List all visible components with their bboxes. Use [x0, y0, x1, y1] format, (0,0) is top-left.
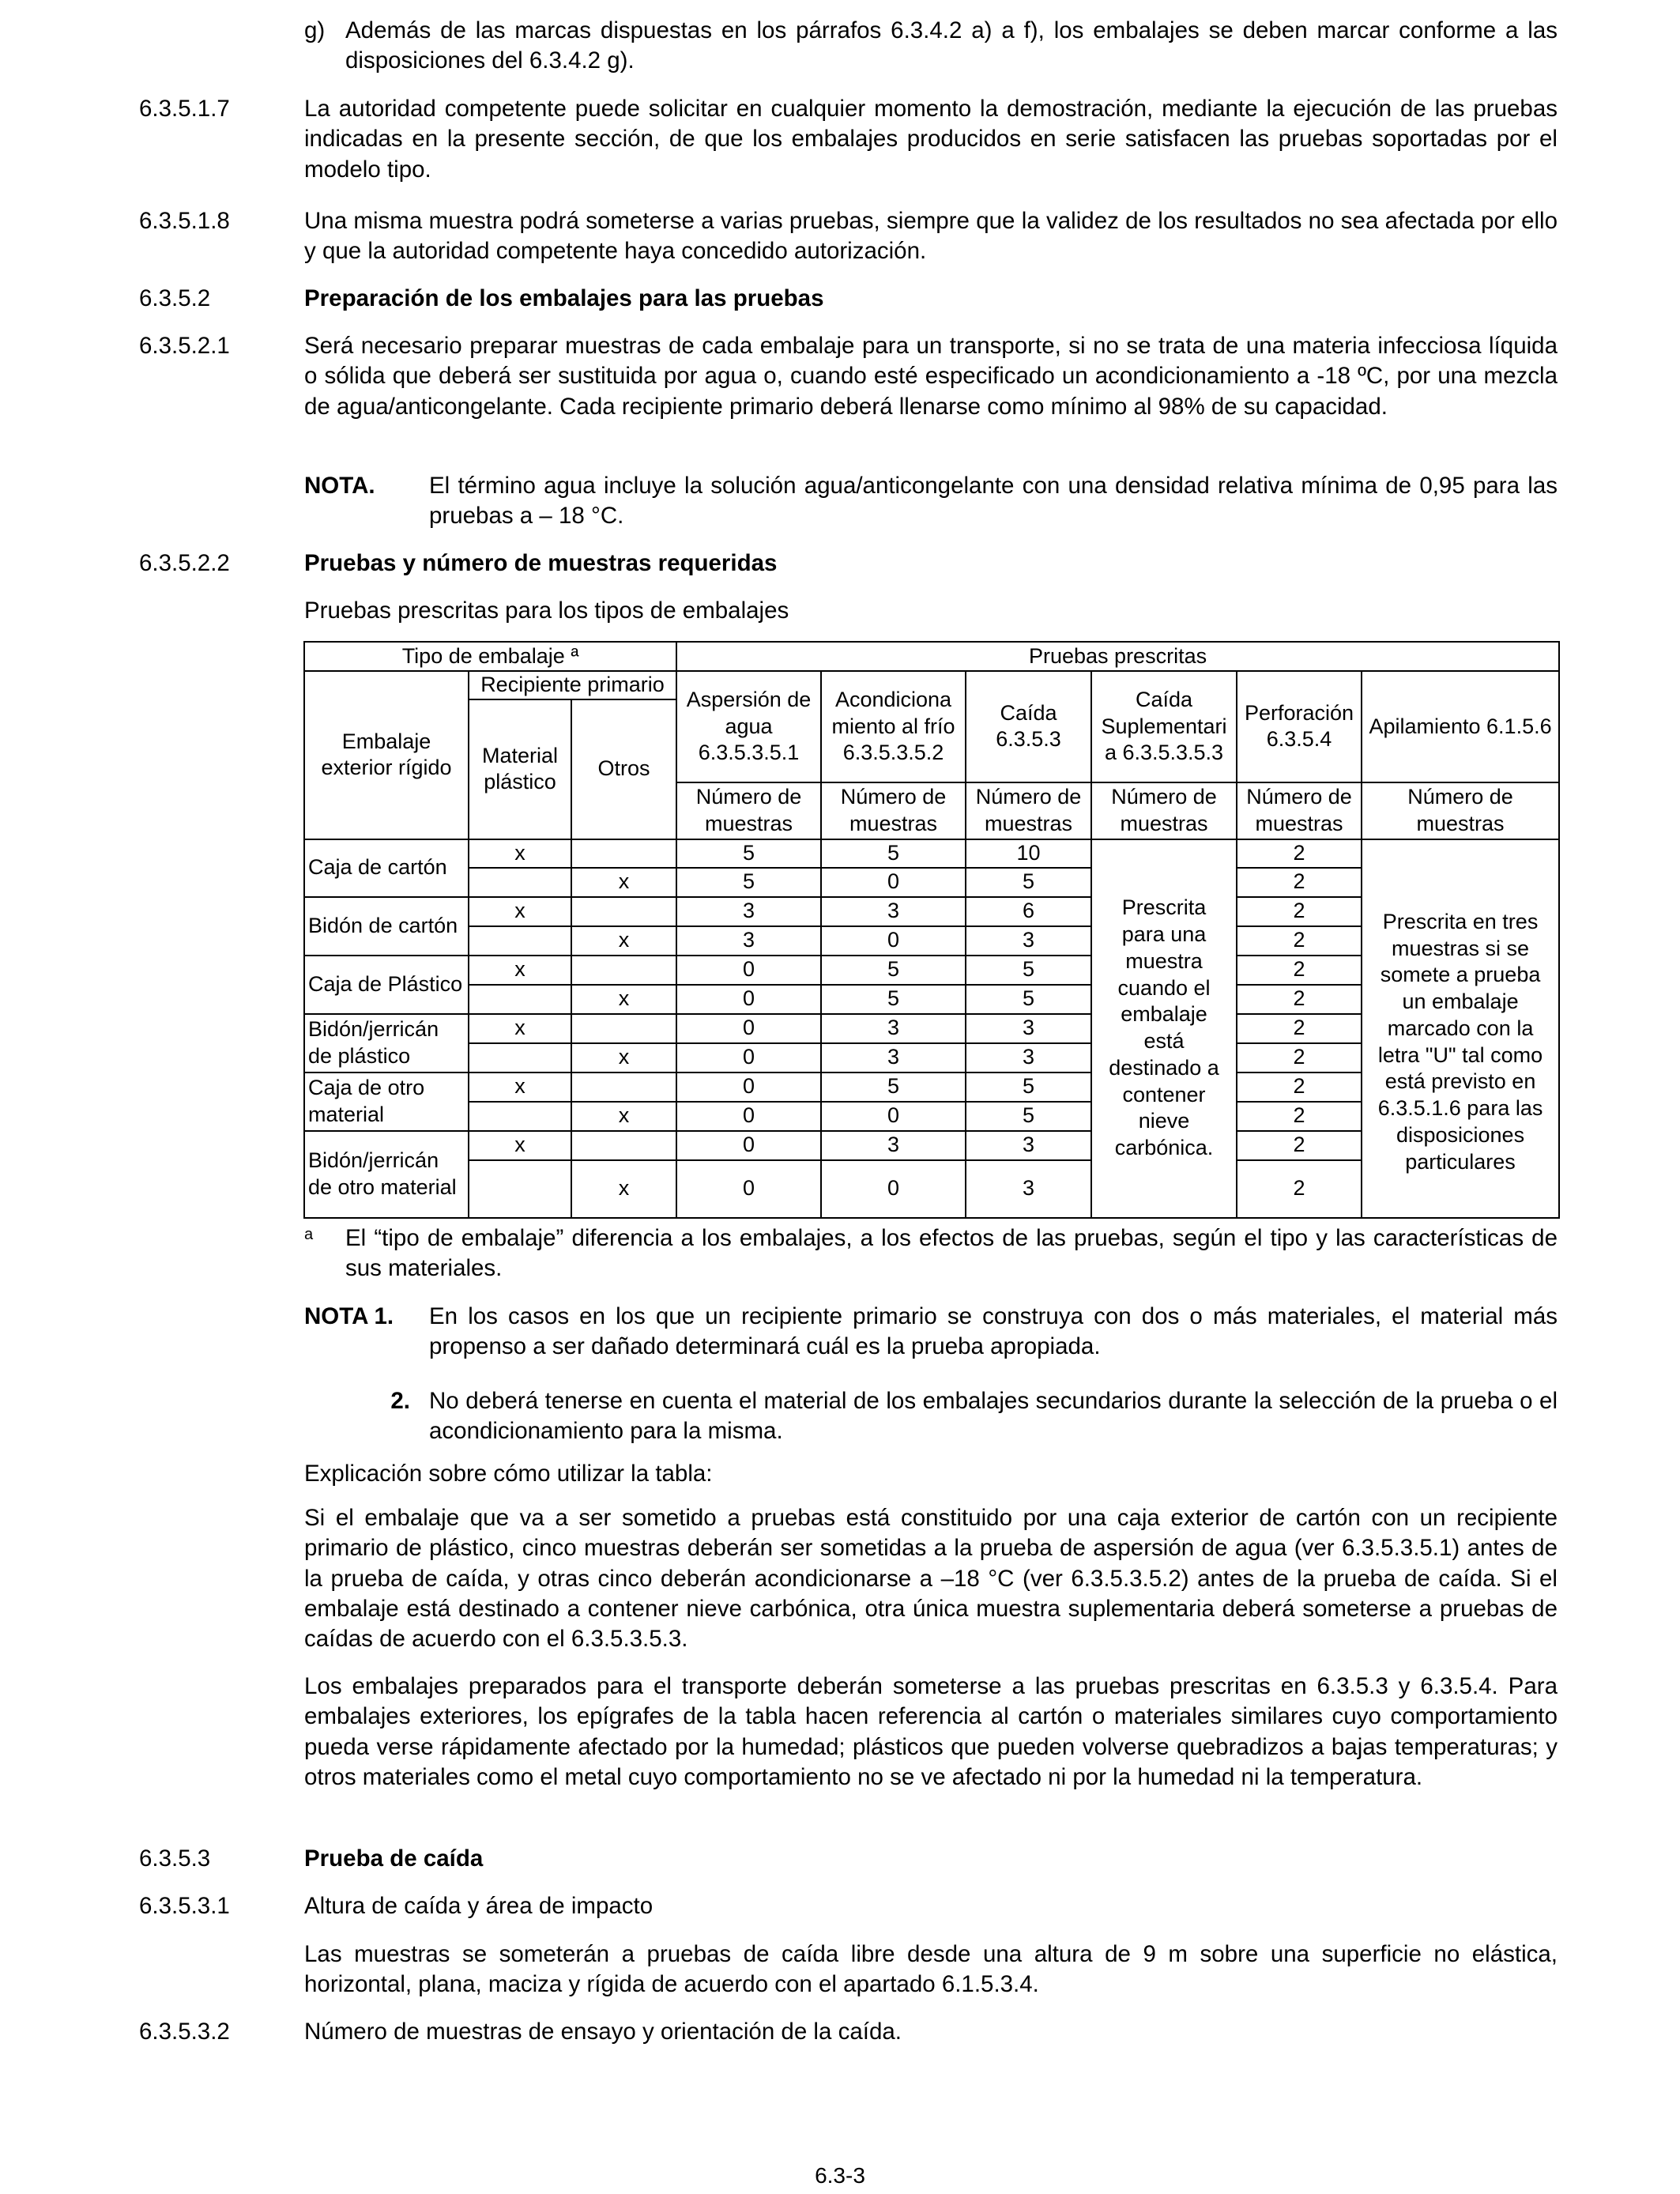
- note-text: El término agua incluye la solución agua/anticongelante con una densidad relativa mínima de 0,95 para las pruebas a – 18 °C.: [429, 473, 1558, 530]
- cell-perforacion: 2: [1237, 1160, 1362, 1218]
- para-6-3-5-3-1-body: Las muestras se someterán a pruebas de caída libre desde una altura de 9 m sobre una superficie no elástica, horizontal, plana, maciza y rígida de acuerdo con el apartado 6.1.5.3.4.: [304, 1941, 1558, 1998]
- cell-perforacion: 2: [1237, 1043, 1362, 1072]
- cell-caida: 10: [966, 839, 1091, 868]
- cell-aspersion: 0: [676, 1072, 821, 1102]
- header-numero-muestras: Número de muestras: [821, 782, 966, 839]
- header-acondicionamiento: Acondiciona miento al frío 6.3.5.3.5.2: [821, 671, 966, 782]
- note-1-label: NOTA 1.: [304, 1303, 394, 1329]
- item-g-text: Además de las marcas dispuestas en los párrafos 6.3.4.2 a) a f), los embalajes se deben marcar conforme a las disposiciones del 6.3.4.2 g).: [345, 17, 1558, 74]
- cell-perforacion: 2: [1237, 1072, 1362, 1102]
- para-number: 6.3.5.2.1: [139, 333, 230, 359]
- heading-number: 6.3.5.2: [139, 285, 211, 311]
- cell-material-plastico: x: [469, 897, 571, 926]
- item-g: [304, 16, 1558, 77]
- cell-otros: [571, 1014, 676, 1043]
- cell-caida: 3: [966, 1043, 1091, 1072]
- table-intro: Pruebas prescritas para los tipos de embalajes: [304, 598, 789, 624]
- table-row: [304, 839, 1559, 868]
- cell-perforacion: 2: [1237, 1102, 1362, 1131]
- para-number: 6.3.5.3.1: [139, 1893, 230, 1919]
- cell-material-plastico: x: [469, 1131, 571, 1160]
- header-pruebas-prescritas: Pruebas prescritas: [676, 642, 1559, 671]
- cell-otros: [571, 839, 676, 868]
- cell-perforacion: 2: [1237, 1131, 1362, 1160]
- cell-acondicionamiento: 5: [821, 956, 966, 985]
- header-recipiente-primario: Recipiente primario: [469, 671, 676, 699]
- cell-aspersion: 0: [676, 956, 821, 985]
- header-aspersion: Aspersión de agua 6.3.5.3.5.1: [676, 671, 821, 782]
- cell-otros: x: [571, 985, 676, 1014]
- row-packaging-type: Caja de otro material: [304, 1072, 469, 1131]
- heading-text: Prueba de caída: [304, 1845, 484, 1872]
- header-numero-muestras: Número de muestras: [966, 782, 1091, 839]
- row-packaging-type: Bidón de cartón: [304, 897, 469, 956]
- cell-caida: 5: [966, 1102, 1091, 1131]
- heading-6-3-5-2: [139, 284, 1558, 314]
- cell-perforacion: 2: [1237, 897, 1362, 926]
- cell-apilamiento-note: Prescrita en tres muestras si se somete a prueba un embalaje marcado con la letra "U" tal como está previsto en 6.3.5.1.6 para las disposiciones particulares: [1362, 868, 1559, 1218]
- cell-apilamiento-empty: [1362, 839, 1559, 868]
- cell-acondicionamiento: 3: [821, 897, 966, 926]
- para-text: Número de muestras de ensayo y orientación de la caída.: [304, 2019, 902, 2045]
- header-numero-muestras: Número de muestras: [1237, 782, 1362, 839]
- item-g-label: g): [304, 17, 326, 43]
- cell-otros: [571, 956, 676, 985]
- cell-aspersion: 0: [676, 1102, 821, 1131]
- cell-acondicionamiento: 5: [821, 985, 966, 1014]
- cell-caida: 3: [966, 1131, 1091, 1160]
- cell-otros: [571, 1072, 676, 1102]
- header-caida: Caída 6.3.5.3: [966, 671, 1091, 782]
- cell-perforacion: 2: [1237, 839, 1362, 868]
- cell-material-plastico: x: [469, 1072, 571, 1102]
- explanation-paragraph-2: Los embalajes preparados para el transporte deberán someterse a las pruebas prescritas en 6.3.5.3 y 6.3.5.4. Para embalajes exteriores, los epígrafes de la tabla hacen referencia al cartón o materiales similares cuyo comportamiento pueda verse rápidamente afectado por la humedad; plásticos que pueden volverse quebradizos a bajas temperaturas; y otros materiales como el metal cuyo comportamiento no se ve afectado ni por la humedad ni la temperatura.: [304, 1673, 1558, 1791]
- cell-aspersion: 5: [676, 839, 821, 868]
- cell-caida: 3: [966, 1160, 1091, 1218]
- table-footnote: [304, 1223, 1558, 1284]
- para-text: Altura de caída y área de impacto: [304, 1893, 654, 1919]
- page-number: 6.3-3: [815, 2163, 865, 2188]
- cell-perforacion: 2: [1237, 1014, 1362, 1043]
- cell-aspersion: 0: [676, 1014, 821, 1043]
- cell-aspersion: 0: [676, 1160, 821, 1218]
- cell-material-plastico: x: [469, 1014, 571, 1043]
- para-6-3-5-1-7: [139, 94, 1558, 185]
- cell-acondicionamiento: 0: [821, 868, 966, 897]
- header-numero-muestras: Número de muestras: [1091, 782, 1237, 839]
- footnote-text: El “tipo de embalaje” diferencia a los embalajes, a los efectos de las pruebas, según el tipo y las características de sus materiales.: [345, 1225, 1558, 1282]
- cell-acondicionamiento: 3: [821, 1014, 966, 1043]
- cell-otros: [571, 897, 676, 926]
- cell-otros: x: [571, 1102, 676, 1131]
- cell-perforacion: 2: [1237, 956, 1362, 985]
- row-packaging-type: Caja de cartón: [304, 839, 469, 897]
- note: [304, 471, 1558, 532]
- cell-otros: x: [571, 868, 676, 897]
- row-packaging-type: Bidón/jerricán de plástico: [304, 1014, 469, 1072]
- cell-acondicionamiento: 5: [821, 1072, 966, 1102]
- cell-caida: 5: [966, 868, 1091, 897]
- explanation-paragraph-1: Si el embalaje que va a ser sometido a pruebas está constituido por una caja exterior de cartón con un recipiente primario de plástico, cinco muestras deberán ser sometidas a la prueba de aspersión de agua (ver 6.3.5.3.5.1) antes de la prueba de caída, y otras cinco deberán acondicionarse a –18 °C (ver 6.3.5.3.5.2) antes de la prueba de caída. Si el embalaje está destinado a contener nieve carbónica, otra única muestra suplementaria deberá someterse a pruebas de caídas de acuerdo con el 6.3.5.3.5.3.: [304, 1505, 1558, 1653]
- para-text: Una misma muestra podrá someterse a varias pruebas, siempre que la validez de los resultados no sea afectada por ello y que la autoridad competente haya concedido autorización.: [304, 208, 1558, 265]
- header-material-plastico: Material plástico: [469, 699, 571, 839]
- cell-perforacion: 2: [1237, 985, 1362, 1014]
- note-2-label: 2.: [390, 1388, 410, 1414]
- cell-perforacion: 2: [1237, 868, 1362, 897]
- cell-acondicionamiento: 3: [821, 1043, 966, 1072]
- cell-caida: 5: [966, 985, 1091, 1014]
- footnote-mark: a: [304, 1226, 314, 1243]
- cell-material-plastico: x: [469, 956, 571, 985]
- para-6-3-5-1-8: [139, 206, 1558, 267]
- note-2-text: No deberá tenerse en cuenta el material de los embalajes secundarios durante la selección de la prueba o el acondicionamiento para la misma.: [429, 1388, 1558, 1445]
- cell-material-plastico: [469, 926, 571, 956]
- explanation-title: Explicación sobre cómo utilizar la tabla:: [304, 1461, 713, 1487]
- cell-acondicionamiento: 0: [821, 1160, 966, 1218]
- header-caida-suplementaria: Caída Suplementari a 6.3.5.3.5.3: [1091, 671, 1237, 782]
- cell-acondicionamiento: 0: [821, 926, 966, 956]
- cell-acondicionamiento: 5: [821, 839, 966, 868]
- cell-caida: 3: [966, 1014, 1091, 1043]
- header-embalaje-exterior: Embalaje exterior rígido: [304, 671, 469, 839]
- cell-acondicionamiento: 3: [821, 1131, 966, 1160]
- para-6-3-5-3-1: [139, 1891, 1558, 1921]
- header-otros: Otros: [571, 699, 676, 839]
- cell-caida: 5: [966, 1072, 1091, 1102]
- cell-material-plastico: [469, 1160, 571, 1218]
- cell-perforacion: 2: [1237, 926, 1362, 956]
- cell-aspersion: 3: [676, 926, 821, 956]
- para-6-3-5-3-2: [139, 2017, 1558, 2047]
- para-text: Será necesario preparar muestras de cada embalaje para un transporte, si no se trata de una materia infecciosa líquida o sólida que deberá ser sustituida por agua o, cuando esté especificado un acondicionamiento a -18 ºC, por una mezcla de agua/anticongelante. Cada recipiente primario deberá llenarse como mínimo al 98% de su capacidad.: [304, 333, 1558, 420]
- cell-caida: 5: [966, 956, 1091, 985]
- tests-table: [303, 641, 1560, 1219]
- note-2: [304, 1386, 1558, 1447]
- cell-caida-suplementaria-note: Prescrita para una muestra cuando el embalaje está destinado a contener nieve carbónica.: [1091, 839, 1237, 1218]
- cell-caida: 6: [966, 897, 1091, 926]
- note-label: NOTA.: [304, 473, 375, 499]
- heading-number: 6.3.5.2.2: [139, 550, 230, 576]
- cell-material-plastico: [469, 1043, 571, 1072]
- cell-aspersion: 0: [676, 985, 821, 1014]
- table-row: [304, 868, 1559, 897]
- cell-otros: x: [571, 1160, 676, 1218]
- para-number: 6.3.5.3.2: [139, 2019, 230, 2045]
- row-packaging-type: Bidón/jerricán de otro material: [304, 1131, 469, 1218]
- heading-number: 6.3.5.3: [139, 1845, 211, 1872]
- header-tipo-embalaje: Tipo de embalaje ª: [304, 642, 676, 671]
- header-perforacion: Perforación 6.3.5.4: [1237, 671, 1362, 782]
- heading-6-3-5-3: [139, 1844, 1558, 1874]
- cell-aspersion: 0: [676, 1043, 821, 1072]
- cell-material-plastico: [469, 1102, 571, 1131]
- header-apilamiento: Apilamiento 6.1.5.6: [1362, 671, 1559, 782]
- cell-acondicionamiento: 0: [821, 1102, 966, 1131]
- header-numero-muestras: Número de muestras: [1362, 782, 1559, 839]
- table-body: [304, 839, 1559, 1218]
- cell-otros: x: [571, 926, 676, 956]
- note-1-text: En los casos en los que un recipiente primario se construya con dos o más materiales, el material más propenso a ser dañado determinará cuál es la prueba apropiada.: [429, 1303, 1558, 1360]
- para-text: La autoridad competente puede solicitar en cualquier momento la demostración, mediante la ejecución de las pruebas indicadas en la presente sección, de que los embalajes producidos en serie satisfacen las pruebas soportadas por el modelo tipo.: [304, 96, 1558, 183]
- heading-text: Preparación de los embalajes para las pruebas: [304, 285, 824, 311]
- heading-text: Pruebas y número de muestras requeridas: [304, 550, 778, 576]
- heading-6-3-5-2-2: [139, 548, 1558, 579]
- cell-material-plastico: x: [469, 839, 571, 868]
- para-number: 6.3.5.1.8: [139, 208, 230, 234]
- header-numero-muestras: Número de muestras: [676, 782, 821, 839]
- cell-aspersion: 5: [676, 868, 821, 897]
- row-packaging-type: Caja de Plástico: [304, 956, 469, 1014]
- cell-otros: x: [571, 1043, 676, 1072]
- para-number: 6.3.5.1.7: [139, 96, 230, 122]
- cell-material-plastico: [469, 985, 571, 1014]
- para-6-3-5-2-1: [139, 331, 1558, 422]
- cell-aspersion: 0: [676, 1131, 821, 1160]
- cell-otros: [571, 1131, 676, 1160]
- cell-material-plastico: [469, 868, 571, 897]
- note-1: [304, 1302, 1558, 1363]
- cell-caida: 3: [966, 926, 1091, 956]
- cell-aspersion: 3: [676, 897, 821, 926]
